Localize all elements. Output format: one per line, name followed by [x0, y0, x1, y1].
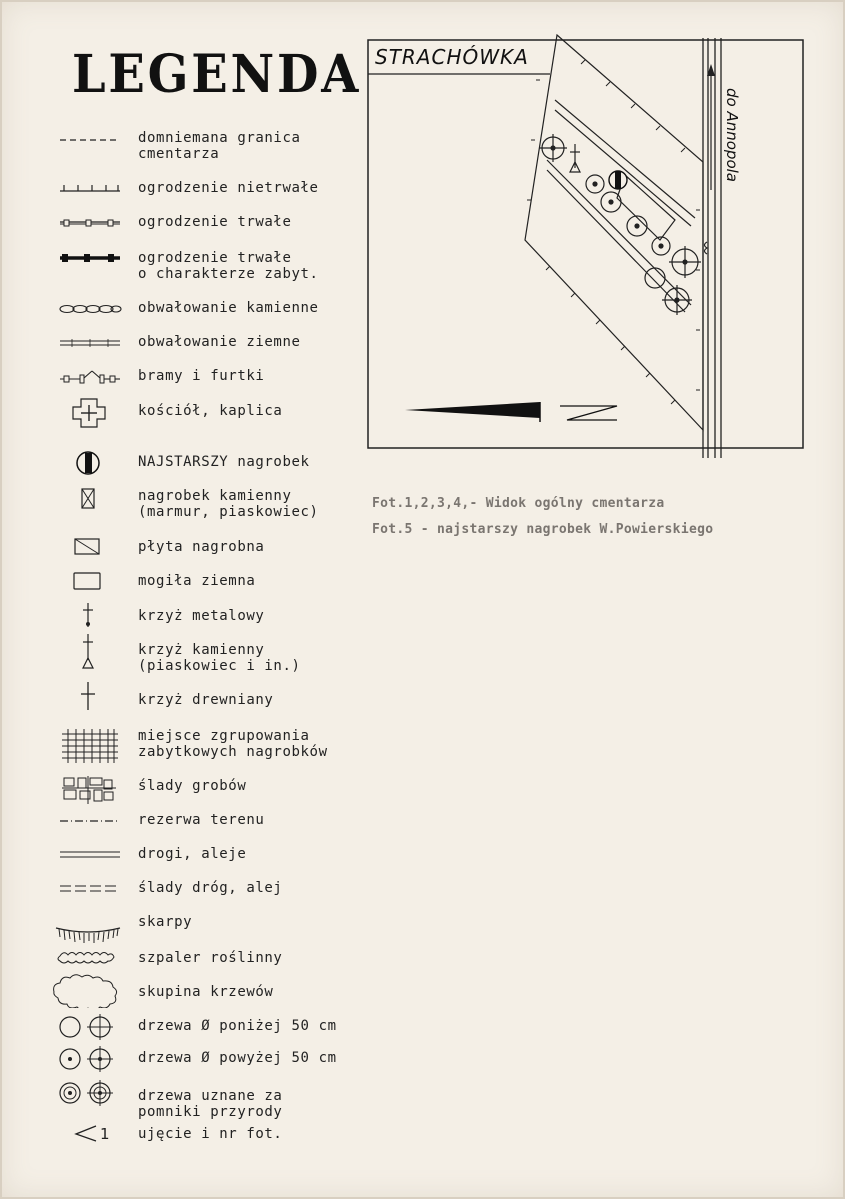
photo-angle-number: 1 — [100, 1125, 110, 1143]
legend-item-label: obwałowanie kamienne — [138, 300, 319, 316]
tick-line-icon — [50, 180, 130, 196]
legend-item-label: skarpy — [138, 914, 193, 930]
north-letter-icon — [560, 406, 617, 420]
legend-item-label: ogrodzenie trwałe — [138, 214, 292, 230]
metal-cross-icon — [50, 600, 130, 630]
legend-title: LEGENDA — [72, 44, 362, 105]
legend-item-label: rezerwa terenu — [138, 812, 265, 828]
legend-item — [0, 1014, 360, 1040]
cemetery-map-sketch — [355, 30, 835, 470]
legend-item-label: skupina krzewów — [138, 984, 274, 1000]
legend-item — [0, 486, 360, 522]
legend-item-label: NAJSTARSZY nagrobek — [138, 454, 310, 470]
legend-item-label: drzewa Ø poniżej 50 cm — [138, 1018, 337, 1034]
map-gate-icon — [705, 242, 708, 254]
wood-cross-icon — [50, 680, 130, 712]
double-line-icon — [50, 334, 130, 350]
legend-item-label: szpaler roślinny — [138, 950, 283, 966]
legend-item-label: drzewa uznane za pomniki przyrody — [138, 1088, 283, 1120]
legend-item-label: kościół, kaplica — [138, 403, 283, 419]
legend-item — [0, 334, 360, 354]
legend-item — [0, 972, 360, 1008]
legend-item — [0, 128, 360, 164]
hedge-icon — [50, 946, 130, 968]
legend-item-label: mogiła ziemna — [138, 573, 256, 589]
legend-item — [0, 1046, 360, 1072]
legend-item — [0, 946, 360, 968]
legend-item — [0, 632, 360, 672]
road-lines — [703, 38, 721, 458]
legend-item — [0, 726, 360, 766]
map-place-name: STRACHÓWKA — [375, 45, 529, 69]
legend-item — [0, 912, 360, 942]
stone-cross-icon — [50, 632, 130, 672]
shrub-cluster-icon — [50, 972, 130, 1008]
legend-item — [0, 366, 360, 388]
chain-line-icon — [50, 300, 130, 316]
dashed-line-icon — [50, 132, 130, 146]
bold-post-line-icon — [50, 250, 130, 266]
tree-small-icon — [50, 1014, 130, 1040]
legend-item-label: ogrodzenie nietrwałe — [138, 180, 319, 196]
road-label: do Annopola — [723, 88, 741, 182]
road-line-icon — [50, 846, 130, 862]
legend-item — [0, 214, 360, 234]
legend-item-label: krzyż metalowy — [138, 608, 265, 624]
north-arrow-icon — [405, 402, 540, 418]
legend-item-label: nagrobek kamienny (marmur, piaskowiec) — [138, 488, 319, 520]
legend-item-label: drogi, aleje — [138, 846, 247, 862]
tree-large-icon — [50, 1046, 130, 1072]
legend-item-label: bramy i furtki — [138, 368, 265, 384]
empty-box-icon — [50, 570, 130, 592]
tree-monument-icon — [50, 1080, 130, 1106]
alleys — [547, 100, 695, 312]
legend-item — [0, 880, 360, 900]
slash-box-icon — [50, 536, 130, 556]
legend-item — [0, 846, 360, 866]
legend-item — [0, 1122, 360, 1146]
legend-item-label: obwałowanie ziemne — [138, 334, 301, 350]
boundary-ticks — [527, 60, 700, 404]
legend-item — [0, 536, 360, 558]
gate-icon — [50, 366, 130, 386]
legend-item-label: krzyż kamienny (piaskowiec i in.) — [138, 642, 301, 674]
photo-caption: Fot.1,2,3,4,- Widok ogólny cmentarza — [372, 496, 665, 511]
map-trees — [539, 134, 701, 315]
post-line-icon — [50, 214, 130, 230]
legend-item-label: domniemana granica cmentarza — [138, 130, 301, 162]
cemetery-boundary — [525, 35, 703, 430]
legend-item — [0, 248, 360, 284]
photo-caption: Fot.5 - najstarszy nagrobek W.Powierskiego — [372, 522, 714, 537]
x-box-tall-icon — [50, 486, 130, 512]
road-trace-line-icon — [50, 880, 130, 896]
slope-icon — [50, 916, 130, 946]
legend-item-label: ogrodzenie trwałe o charakterze zabyt. — [138, 250, 319, 282]
map-stone-cross-icon — [570, 144, 580, 172]
legend-item — [0, 680, 360, 712]
grid-hatch-icon — [50, 726, 130, 766]
half-filled-circle-icon — [50, 448, 130, 478]
legend-item — [0, 600, 360, 630]
legend-item-label: miejsce zgrupowania zabytkowych nagrobków — [138, 728, 328, 760]
legend-item — [0, 774, 360, 806]
legend-item — [0, 180, 360, 200]
legend-item — [0, 1078, 360, 1120]
grave-traces-icon — [50, 774, 130, 806]
legend-item-label: drzewa Ø powyżej 50 cm — [138, 1050, 337, 1066]
photo-angle-icon — [50, 1122, 130, 1144]
legend-item — [0, 448, 360, 478]
legend-item-label: ujęcie i nr fot. — [138, 1126, 283, 1142]
legend-item-label: ślady dróg, alej — [138, 880, 283, 896]
legend-item — [0, 812, 360, 832]
legend-item — [0, 570, 360, 592]
legend-item-label: ślady grobów — [138, 778, 247, 794]
legend-item — [0, 300, 360, 320]
legend-item-label: krzyż drewniany — [138, 692, 274, 708]
legend-item — [0, 396, 360, 430]
legend-item-label: płyta nagrobna — [138, 539, 265, 555]
dash-dot-line-icon — [50, 812, 130, 828]
church-cross-icon — [50, 396, 130, 430]
